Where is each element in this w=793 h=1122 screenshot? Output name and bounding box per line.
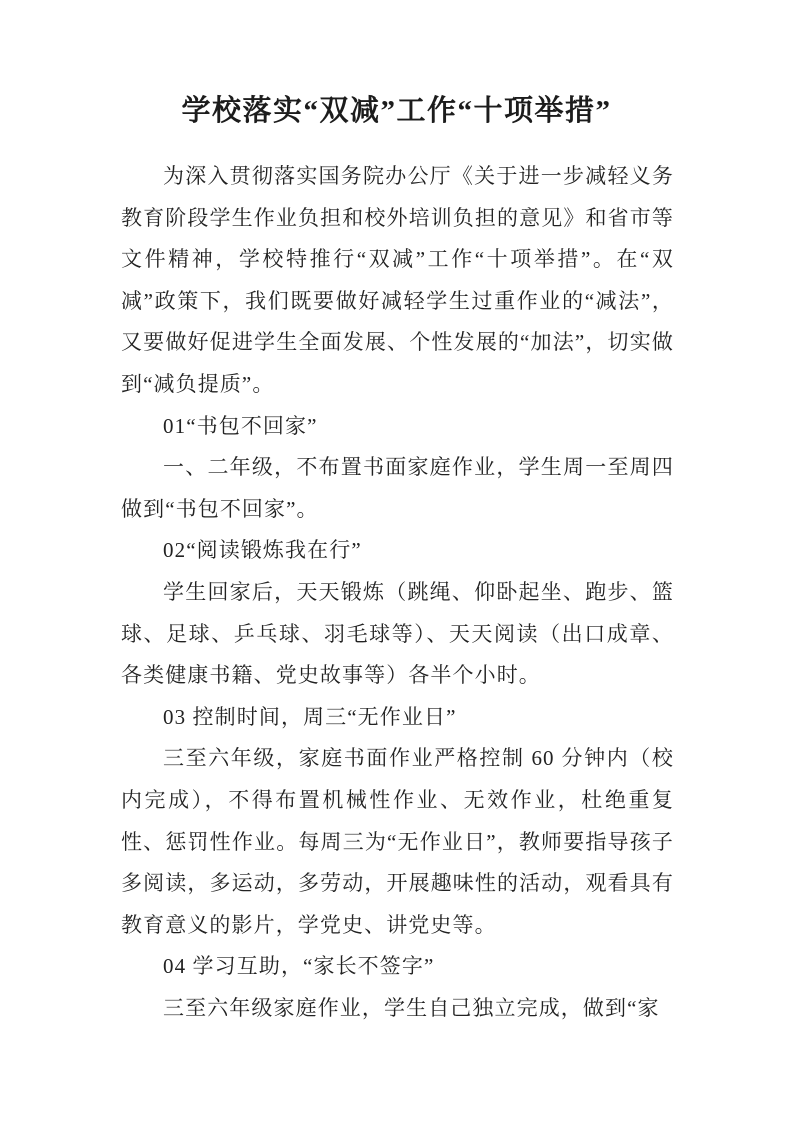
paragraph-item-03: 三至六年级，家庭书面作业严格控制 60 分钟内（校内完成），不得布置机械性作业、无效作业，杜绝重复性、惩罚性作业。每周三为“无作业日”，教师要指导孩子多阅读，多运动，多劳动，开展趣味性的活动，观看具有教育意义的影片，学党史、讲党史等。 <box>121 746 674 937</box>
paragraph-item-04-partial: 三至六年级家庭作业，学生自己独立完成，做到“家 <box>163 995 660 1020</box>
paragraph-intro: 为深入贯彻落实国务院办公厅《关于进一步减轻义务教育阶段学生作业负担和校外培训负担的意见》和省市等文件精神，学校特推行“双减”工作“十项举措”。在“双减”政策下，我们既要做好减轻学生过重作业的“减法”，又要做好促进学生全面发展、个性发展的“加法”，切实做到“减负提质”。 <box>121 164 674 396</box>
document-body <box>121 156 674 1029</box>
heading-item-03: 03 控制时间，周三“无作业日” <box>163 704 457 729</box>
heading-item-04: 04 学习互助，“家长不签字” <box>163 954 435 979</box>
paragraph-item-01: 一、二年级，不布置书面家庭作业，学生周一至周四做到“书包不回家”。 <box>121 455 674 521</box>
document-title: 学校落实“双减”工作“十项举措” <box>181 95 612 127</box>
paragraph-item-02: 学生回家后，天天锻炼（跳绳、仰卧起坐、跑步、篮球、足球、乒乓球、羽毛球等）、天天阅读（出口成章、各类健康书籍、党史故事等）各半个小时。 <box>121 579 674 688</box>
heading-item-01: 01“书包不回家” <box>163 413 318 438</box>
heading-item-02: 02“阅读锻炼我在行” <box>163 538 362 563</box>
